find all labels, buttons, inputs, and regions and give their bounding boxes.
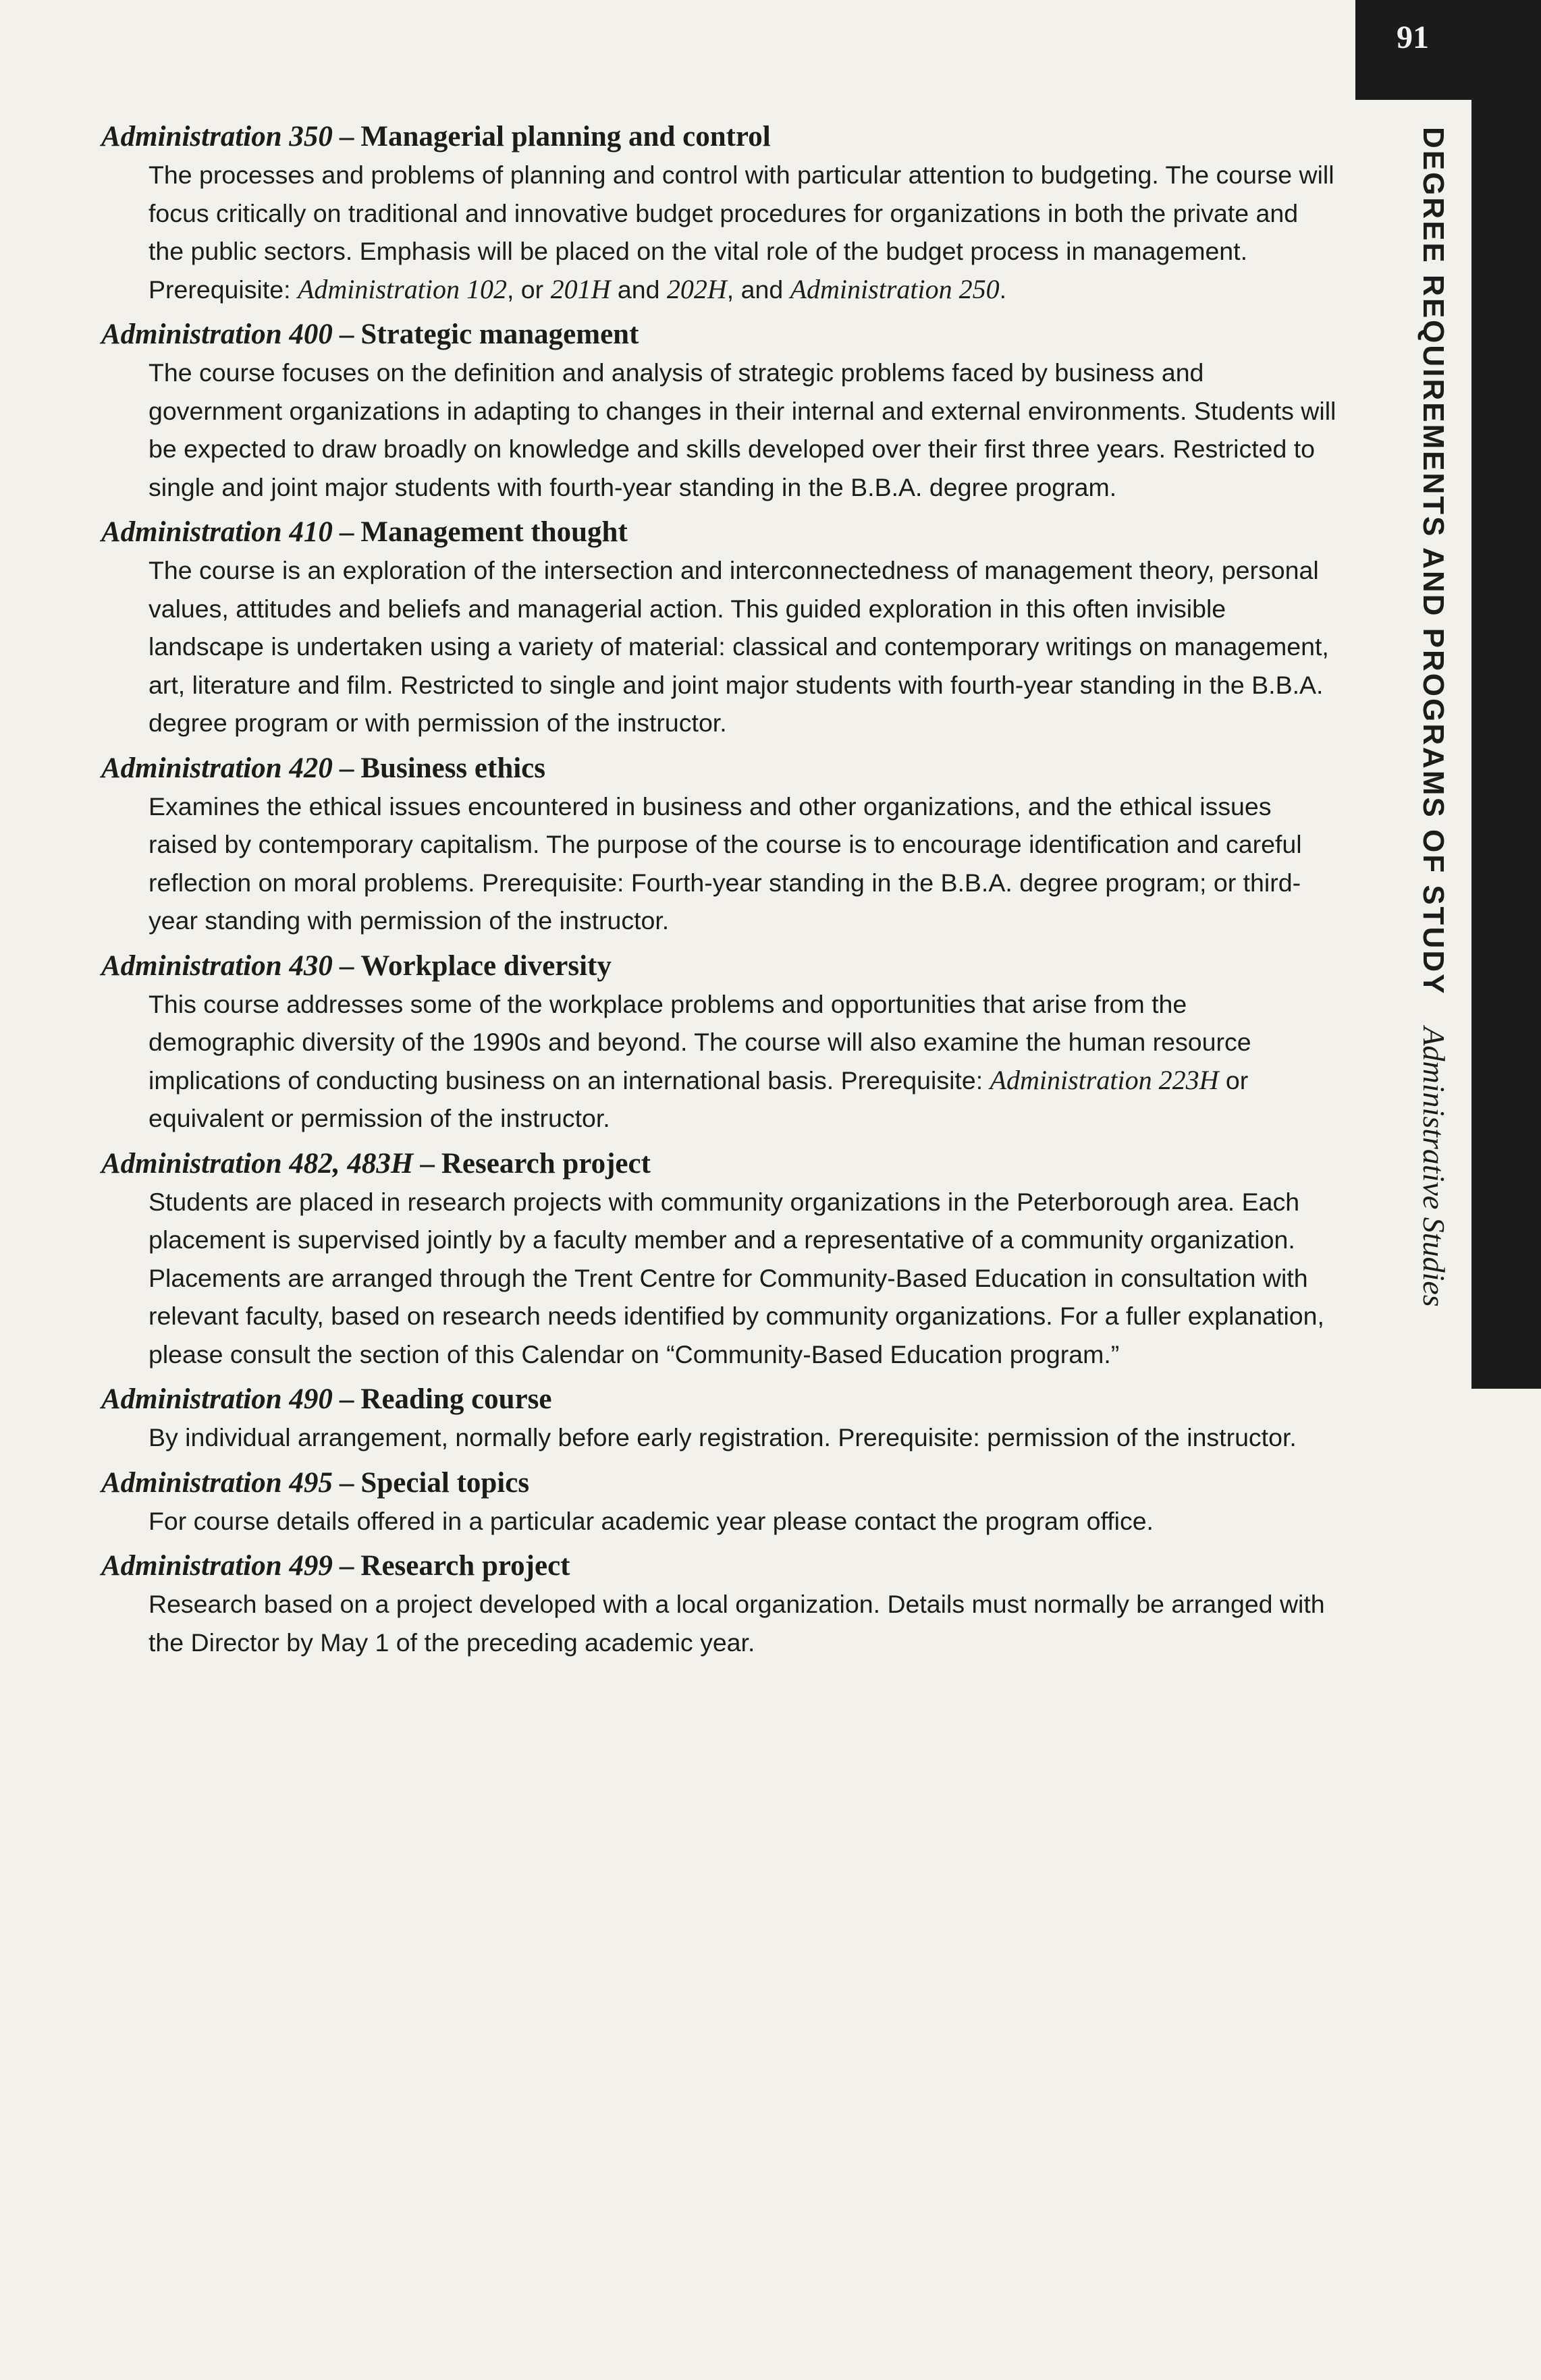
course-reference: Administration 102 <box>297 273 507 304</box>
description-text: The course is an exploration of the intersection and interconnectedness of management theory, personal values, attitudes and beliefs and managerial action. This guided exploration in this often invisible landscape is undertaken using a variety of material: classical and contemporary writings on management, art, literature and film. Restricted to single and joint major students with fourth-year standing in the B.B.A. degree program or with permission of the instructor. <box>148 556 1329 737</box>
course-code: Administration 490 <box>101 1383 333 1415</box>
course-entry <box>101 947 1336 1138</box>
course-code: Administration 499 <box>101 1550 333 1582</box>
course-title: Research project <box>441 1147 651 1180</box>
course-entry <box>101 316 1336 506</box>
course-title: Strategic management <box>360 319 639 350</box>
course-description <box>148 156 1336 308</box>
course-reference: 201H <box>550 273 611 304</box>
course-code: Administration 410 <box>101 516 333 548</box>
course-description <box>148 1183 1336 1374</box>
course-description <box>148 1418 1336 1457</box>
course-heading <box>101 316 1336 354</box>
description-text: The processes and problems of planning and control with particular attention to budgeting. The course will focus critically on traditional and innovative budget procedures for organizations in both the private and the public sectors. Emphasis will be placed on the vital role of the budget process in management. Prerequisite: <box>148 161 1334 304</box>
description-text: The course focuses on the definition and analysis of strategic problems faced by business and government organizations in adapting to changes in their internal and external environments. Students will be expected to draw broadly on knowledge and skills developed over their first three years. Restricted to single and joint major students with fourth-year standing in the B.B.A. degree program. <box>148 358 1336 501</box>
course-heading <box>101 750 1336 787</box>
course-title: Special topics <box>360 1466 530 1499</box>
course-entry <box>101 1547 1336 1661</box>
description-text: This course addresses some of the workplace problems and opportunities that arise from the demographic diversity of the 1990s and beyond. The course will also examine the human resource implications of conducting business on an international basis. Prerequisite: <box>148 989 1251 1095</box>
course-heading <box>101 118 1336 156</box>
course-list <box>101 118 1336 1669</box>
course-separator: – <box>339 1383 354 1415</box>
course-title: Business ethics <box>360 752 546 784</box>
description-text: Research based on a project developed with a local organization. Details must normally be arranged with the Director by May 1 of the preceding academic year. <box>148 1590 1325 1657</box>
course-code: Administration 350 <box>101 121 333 153</box>
course-entry <box>101 1145 1336 1374</box>
description-text: Students are placed in research projects with community organizations in the Peterborough area. Each placement is supervised jointly by a faculty member and a representative of a community organization. Placements are arranged through the Trent Centre for Community-Based Education in consultation with relevant faculty, based on research needs identified by community organizations. For a fuller explanation, please consult the section of this Calendar on “Community-Based Education program.” <box>148 1187 1324 1368</box>
course-separator: – <box>339 319 354 350</box>
description-text: , and <box>726 275 790 304</box>
course-entry <box>101 1381 1336 1457</box>
course-heading <box>101 1547 1336 1585</box>
course-title: Management thought <box>360 516 628 548</box>
course-title: Reading course <box>360 1383 552 1415</box>
course-code: Administration 420 <box>101 752 333 784</box>
course-description <box>148 354 1336 506</box>
course-heading <box>101 1464 1336 1502</box>
description-text: By individual arrangement, normally before early registration. Prerequisite: permission of the instructor. <box>148 1423 1297 1451</box>
running-header <box>1416 127 1452 1443</box>
description-text: , or <box>506 275 551 304</box>
course-heading <box>101 514 1336 551</box>
course-code: Administration 430 <box>101 949 333 982</box>
course-title: Managerial planning and control <box>360 121 771 153</box>
course-separator: – <box>339 752 354 784</box>
course-separator: – <box>339 1550 354 1582</box>
description-text: and <box>610 275 667 304</box>
course-description <box>148 1585 1336 1661</box>
course-entry <box>101 118 1336 308</box>
page-number: 91 <box>1397 20 1429 55</box>
course-title: Workplace diversity <box>360 949 612 982</box>
description-text: or equivalent or permission of the instructor. <box>148 1066 1249 1132</box>
course-separator: – <box>420 1147 435 1180</box>
course-entry <box>101 514 1336 742</box>
side-bar <box>1471 100 1541 1389</box>
course-heading <box>101 947 1336 985</box>
course-heading <box>101 1145 1336 1183</box>
course-code: Administration 482, 483H <box>101 1147 414 1180</box>
course-separator: – <box>339 516 354 548</box>
course-reference: Administration 250 <box>790 273 1000 304</box>
course-code: Administration 400 <box>101 319 333 350</box>
description-text: . <box>999 275 1007 304</box>
course-description <box>148 551 1336 742</box>
section-title: DEGREE REQUIREMENTS AND PROGRAMS OF STUDY <box>1417 127 1450 996</box>
course-description <box>148 1502 1336 1541</box>
department-name: Administrative Studies <box>1417 1026 1451 1307</box>
description-text: For course details offered in a particular academic year please contact the program office. <box>148 1506 1154 1535</box>
course-entry <box>101 1464 1336 1541</box>
course-description <box>148 787 1336 940</box>
course-entry <box>101 750 1336 940</box>
description-text: Examines the ethical issues encountered in business and other organizations, and the ethical issues raised by contemporary capitalism. The purpose of the course is to encourage identification and careful reflection on moral problems. Prerequisite: Fourth-year standing in the B.B.A. degree program; or third-year standing with permission of the instructor. <box>148 792 1302 935</box>
course-description <box>148 985 1336 1138</box>
course-reference: Administration 223H <box>990 1064 1219 1095</box>
course-reference: 202H <box>666 273 727 304</box>
course-code: Administration 495 <box>101 1466 333 1499</box>
course-separator: – <box>339 121 354 153</box>
course-heading <box>101 1381 1336 1418</box>
course-title: Research project <box>360 1550 570 1582</box>
course-separator: – <box>339 949 354 982</box>
course-separator: – <box>339 1466 354 1499</box>
